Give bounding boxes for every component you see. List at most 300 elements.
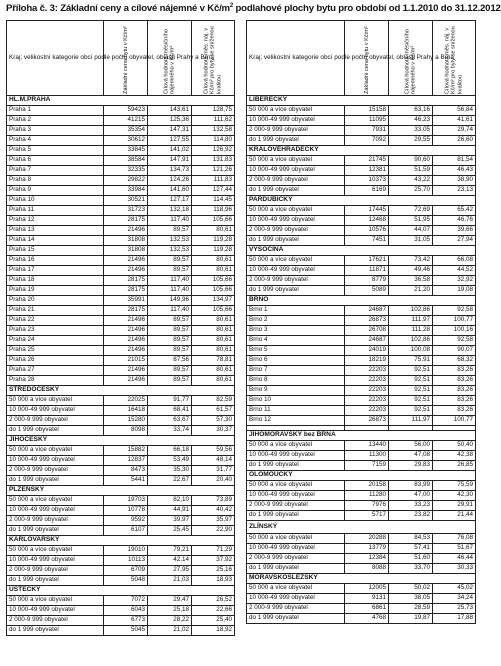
reduced-rent-cell: 17,88 — [433, 614, 476, 624]
row-label: 2 000-9 999 obyvatel — [247, 226, 345, 236]
reduced-rent-cell: 71,29 — [192, 546, 235, 556]
base-price-cell: 21496 — [104, 316, 148, 326]
base-price-cell: 8779 — [345, 276, 389, 286]
target-rent-cell: 35,30 — [148, 466, 192, 476]
table-row — [247, 216, 476, 226]
row-label: 10 000-49 999 obyvatel — [247, 544, 345, 554]
table-row — [247, 416, 476, 426]
table-row — [7, 476, 235, 486]
target-rent-cell: 132,53 — [148, 246, 192, 256]
reduced-rent-cell: 127,44 — [192, 186, 235, 196]
target-rent-cell: 141,60 — [148, 186, 192, 196]
reduced-rent-cell: 39,66 — [433, 226, 476, 236]
reduced-rent-cell: 38,90 — [433, 176, 476, 186]
table-row — [7, 416, 235, 426]
base-price-cell: 35354 — [104, 126, 148, 136]
table-row — [247, 306, 476, 316]
reduced-rent-cell: 80,61 — [192, 266, 235, 276]
table-row — [7, 196, 235, 206]
row-label: 2 000-9 999 obyvatel — [7, 466, 104, 476]
reduced-rent-cell: 105,66 — [192, 286, 235, 296]
base-price-cell: 22025 — [104, 396, 148, 406]
base-price-cell: 5441 — [104, 476, 148, 486]
row-label: Praha 14 — [7, 236, 104, 246]
row-label: Brno 6 — [247, 356, 345, 366]
table-row — [247, 256, 476, 266]
target-rent-cell: 57,41 — [389, 544, 433, 554]
table-row — [7, 286, 235, 296]
base-price-cell: 12384 — [345, 554, 389, 564]
target-rent-cell: 56,00 — [389, 441, 433, 451]
base-price-cell: 15158 — [345, 106, 389, 116]
reduced-rent-cell: 42,30 — [433, 491, 476, 501]
base-price-cell: 5717 — [345, 511, 389, 521]
target-rent-cell: 33,74 — [148, 426, 192, 436]
base-price-cell: 7451 — [345, 236, 389, 246]
reduced-rent-cell: 18,93 — [192, 576, 235, 586]
target-rent-cell: 89,57 — [148, 336, 192, 346]
target-rent-cell: 72,69 — [389, 206, 433, 216]
reduced-rent-cell: 78,81 — [192, 356, 235, 366]
target-rent-cell: 89,57 — [148, 346, 192, 356]
reduced-rent-cell: 20,40 — [192, 476, 235, 486]
reduced-rent-cell: 22,66 — [192, 606, 235, 616]
row-label: do 1 999 obyvatel — [247, 461, 345, 471]
table-row — [247, 376, 476, 386]
row-label: 2 000-9 999 obyvatel — [7, 516, 104, 526]
table-row — [247, 481, 476, 491]
row-label: 50 000 a více obyvatel — [7, 496, 104, 506]
base-price-cell: 20288 — [345, 534, 389, 544]
table-row — [7, 616, 235, 626]
base-price-cell: 29822 — [104, 176, 148, 186]
reduced-rent-cell: 51,67 — [433, 544, 476, 554]
row-label: Praha 6 — [7, 156, 104, 166]
reduced-rent-cell: 26,85 — [433, 461, 476, 471]
target-rent-cell: 22,67 — [148, 476, 192, 486]
section-row — [247, 521, 476, 534]
section-row — [247, 574, 476, 584]
base-price-cell: 10113 — [104, 556, 148, 566]
table-row — [7, 276, 235, 286]
reduced-rent-cell: 44,52 — [433, 266, 476, 276]
table-row — [7, 356, 235, 366]
base-price-cell: 6861 — [345, 604, 389, 614]
base-price-cell: 22203 — [345, 396, 389, 406]
row-label: 2 000-9 999 obyvatel — [247, 276, 345, 286]
base-price-cell: 22203 — [345, 406, 389, 416]
row-label: 50 000 a více obyvatel — [7, 446, 104, 456]
table-row — [247, 266, 476, 276]
reduced-rent-cell: 118,96 — [192, 206, 235, 216]
reduced-rent-cell: 31,77 — [192, 466, 235, 476]
table-row — [7, 226, 235, 236]
table-row — [7, 346, 235, 356]
reduced-rent-cell: 83,26 — [433, 366, 476, 376]
base-price-cell: 7092 — [345, 136, 389, 146]
base-price-cell: 7072 — [104, 596, 148, 606]
reduced-rent-cell: 30,33 — [433, 564, 476, 574]
base-price-cell: 59423 — [104, 106, 148, 116]
section-title: PARDUBICKÝ — [247, 196, 476, 206]
table-row — [247, 396, 476, 406]
row-label: do 1 999 obyvatel — [7, 576, 104, 586]
section-row — [247, 471, 476, 481]
row-label: 50 000 a více obyvatel — [247, 156, 345, 166]
target-rent-cell: 100,08 — [389, 346, 433, 356]
table-row — [7, 446, 235, 456]
reduced-rent-cell: 48,14 — [192, 456, 235, 466]
row-label: 50 000 a více obyvatel — [247, 481, 345, 491]
base-price-cell: 6773 — [104, 616, 148, 626]
base-price-cell: 30612 — [104, 136, 148, 146]
target-rent-cell: 132,18 — [148, 206, 192, 216]
base-price-cell: 13779 — [345, 544, 389, 554]
section-title: JIHOČESKÝ — [7, 436, 235, 446]
row-label: Praha 12 — [7, 216, 104, 226]
base-price-cell: 21496 — [104, 336, 148, 346]
section-title: ZLÍNSKÝ — [247, 521, 476, 534]
reduced-rent-cell: 80,61 — [192, 226, 235, 236]
target-rent-cell: 82,10 — [148, 496, 192, 506]
reduced-rent-cell: 61,57 — [192, 406, 235, 416]
reduced-rent-cell: 25,40 — [192, 616, 235, 626]
row-label: Brno 8 — [247, 376, 345, 386]
table-row — [247, 534, 476, 544]
header-target-rent-reduced-text: Cílová hodnota měs. náj. v Kč/m² pro byty se sníženou kvalitou — [203, 26, 223, 94]
base-price-cell: 6107 — [104, 526, 148, 536]
header-target-rent-text: Cílová hodnota měsíčního nájemného v Kč/m² — [163, 29, 176, 94]
section-title: KRÁLOVÉHRADECKÝ — [247, 146, 476, 156]
section-title: JIHOMORAVSKÝ bez BRNA — [247, 431, 476, 441]
target-rent-cell: 127,17 — [148, 196, 192, 206]
row-label: Praha 26 — [7, 356, 104, 366]
row-label: 10 000-49 999 obyvatel — [247, 166, 345, 176]
reduced-rent-cell: 92,58 — [433, 336, 476, 346]
reduced-rent-cell: 111,62 — [192, 116, 235, 126]
table-row — [7, 526, 235, 536]
table-row — [247, 156, 476, 166]
base-price-cell: 31723 — [104, 206, 148, 216]
row-label: do 1 999 obyvatel — [7, 476, 104, 486]
target-rent-cell: 89,57 — [148, 316, 192, 326]
target-rent-cell: 36,58 — [389, 276, 433, 286]
title-suffix: podlahové plochy bytu pro období od 1.1.2010 do 31.12.2012 — [233, 3, 501, 15]
target-rent-cell: 89,57 — [148, 256, 192, 266]
table-row — [247, 491, 476, 501]
row-label: 10 000-49 999 obyvatel — [247, 594, 345, 604]
row-label: 10 000-49 999 obyvatel — [247, 216, 345, 226]
reduced-rent-cell: 37,92 — [192, 556, 235, 566]
base-price-cell: 11280 — [345, 491, 389, 501]
base-price-cell: 21015 — [104, 356, 148, 366]
target-rent-cell: 89,57 — [148, 326, 192, 336]
row-label: 50 000 a více obyvatel — [247, 106, 345, 116]
reduced-rent-cell: 114,45 — [192, 196, 235, 206]
base-price-cell: 15280 — [104, 416, 148, 426]
reduced-rent-cell: 119,28 — [192, 246, 235, 256]
header-target-rent-reduced-right — [433, 21, 476, 96]
row-label: do 1 999 obyvatel — [247, 511, 345, 521]
base-price-cell: 24019 — [345, 346, 389, 356]
row-label: 50 000 a více obyvatel — [247, 256, 345, 266]
row-label: 50 000 a více obyvatel — [247, 206, 345, 216]
reduced-rent-cell: 80,61 — [192, 366, 235, 376]
target-rent-cell: 63,16 — [389, 106, 433, 116]
base-price-cell: 18219 — [345, 356, 389, 366]
table-row — [7, 596, 235, 606]
row-label: Praha 9 — [7, 186, 104, 196]
reduced-rent-cell: 121,26 — [192, 166, 235, 176]
target-rent-cell: 89,57 — [148, 376, 192, 386]
title-prefix: Příloha č. 3: Základní ceny a cílové nájemné v Kč/m — [6, 3, 230, 15]
row-label: Praha 11 — [7, 206, 104, 216]
row-label: 50 000 a více obyvatel — [247, 534, 345, 544]
target-rent-cell: 92,51 — [389, 376, 433, 386]
base-price-cell: 21496 — [104, 326, 148, 336]
base-price-cell: 32335 — [104, 166, 148, 176]
base-price-cell: 38584 — [104, 156, 148, 166]
row-label: Praha 28 — [7, 376, 104, 386]
table-row — [7, 426, 235, 436]
row-label: Praha 5 — [7, 146, 104, 156]
reduced-rent-cell: 34,24 — [433, 594, 476, 604]
row-label: 50 000 a více obyvatel — [7, 396, 104, 406]
section-row — [7, 536, 235, 546]
base-price-cell: 21496 — [104, 266, 148, 276]
row-label: Praha 27 — [7, 366, 104, 376]
base-price-cell: 31808 — [104, 236, 148, 246]
target-rent-cell: 90,60 — [389, 156, 433, 166]
reduced-rent-cell: 81,54 — [433, 156, 476, 166]
table-row — [7, 466, 235, 476]
table-row — [7, 176, 235, 186]
section-title: ÚSTECKÝ — [7, 586, 235, 596]
row-label: Praha 10 — [7, 196, 104, 206]
reduced-rent-cell: 83,26 — [433, 376, 476, 386]
reduced-rent-cell: 50,40 — [433, 441, 476, 451]
target-rent-cell: 117,40 — [148, 306, 192, 316]
row-label: 10 000-49 999 obyvatel — [7, 556, 104, 566]
section-row — [247, 431, 476, 441]
target-rent-cell: 21,02 — [148, 626, 192, 636]
target-rent-cell: 117,40 — [148, 276, 192, 286]
base-price-cell: 21496 — [104, 376, 148, 386]
row-label: do 1 999 obyvatel — [7, 526, 104, 536]
row-label: 50 000 a více obyvatel — [7, 546, 104, 556]
reduced-rent-cell: 42,38 — [433, 451, 476, 461]
base-price-cell: 8473 — [104, 466, 148, 476]
target-rent-cell: 21,03 — [148, 576, 192, 586]
base-price-cell: 7931 — [345, 126, 389, 136]
row-label: Praha 8 — [7, 176, 104, 186]
base-price-cell: 30521 — [104, 196, 148, 206]
reduced-rent-cell: 46,43 — [433, 166, 476, 176]
reduced-rent-cell: 126,92 — [192, 146, 235, 156]
table-row — [247, 584, 476, 594]
row-label: do 1 999 obyvatel — [7, 426, 104, 436]
target-rent-cell: 134,73 — [148, 166, 192, 176]
target-rent-cell: 89,57 — [148, 226, 192, 236]
reduced-rent-cell: 90,07 — [433, 346, 476, 356]
reduced-rent-cell: 80,61 — [192, 376, 235, 386]
target-rent-cell: 75,91 — [389, 356, 433, 366]
table-row — [7, 336, 235, 346]
base-price-cell: 35991 — [104, 296, 148, 306]
target-rent-cell: 25,70 — [389, 186, 433, 196]
target-rent-cell: 19,87 — [389, 614, 433, 624]
row-label: do 1 999 obyvatel — [247, 136, 345, 146]
table-row — [7, 516, 235, 526]
table-row — [7, 576, 235, 586]
left-table — [6, 20, 235, 636]
base-price-cell: 20158 — [345, 481, 389, 491]
section-row — [7, 436, 235, 446]
section-title: LIBERECKÝ — [247, 96, 476, 106]
base-price-cell: 5048 — [104, 576, 148, 586]
table-row — [7, 206, 235, 216]
row-label: Praha 16 — [7, 256, 104, 266]
base-price-cell: 10778 — [104, 506, 148, 516]
reduced-rent-cell: 25,73 — [433, 604, 476, 614]
table-row — [247, 106, 476, 116]
target-rent-cell: 92,51 — [389, 386, 433, 396]
table-row — [247, 226, 476, 236]
target-rent-cell: 79,21 — [148, 546, 192, 556]
table-row — [7, 546, 235, 556]
row-label: Brno 5 — [247, 346, 345, 356]
reduced-rent-cell: 75,59 — [433, 481, 476, 491]
row-label: Brno 4 — [247, 336, 345, 346]
row-label: 10 000-49 999 obyvatel — [7, 406, 104, 416]
reduced-rent-cell: 100,16 — [433, 326, 476, 336]
target-rent-cell: 102,86 — [389, 336, 433, 346]
target-rent-cell: 91,77 — [148, 396, 192, 406]
table-row — [247, 286, 476, 296]
base-price-cell: 7976 — [345, 501, 389, 511]
section-title: HL.M.PRAHA — [7, 96, 235, 106]
row-label: Brno 10 — [247, 396, 345, 406]
table-row — [7, 566, 235, 576]
reduced-rent-cell: 131,83 — [192, 156, 235, 166]
target-rent-cell: 132,53 — [148, 236, 192, 246]
row-label: Praha 23 — [7, 326, 104, 336]
base-price-cell: 21496 — [104, 226, 148, 236]
target-rent-cell: 21,20 — [389, 286, 433, 296]
target-rent-cell: 102,86 — [389, 306, 433, 316]
table-row — [247, 126, 476, 136]
table-row — [247, 461, 476, 471]
reduced-rent-cell: 22,90 — [192, 526, 235, 536]
table-row — [7, 496, 235, 506]
target-rent-cell: 44,07 — [389, 226, 433, 236]
table-row — [247, 554, 476, 564]
target-rent-cell: 147,31 — [148, 126, 192, 136]
row-label: Praha 22 — [7, 316, 104, 326]
table-row — [7, 626, 235, 636]
target-rent-cell: 149,96 — [148, 296, 192, 306]
table-row — [7, 116, 235, 126]
reduced-rent-cell: 56,84 — [433, 106, 476, 116]
row-label: 2 000-9 999 obyvatel — [247, 501, 345, 511]
target-rent-cell: 23,82 — [389, 511, 433, 521]
row-label: do 1 999 obyvatel — [247, 236, 345, 246]
base-price-cell: 7159 — [345, 461, 389, 471]
section-row — [247, 296, 476, 306]
row-label: 2 000-9 999 obyvatel — [247, 126, 345, 136]
table-row — [247, 386, 476, 396]
target-rent-cell: 68,41 — [148, 406, 192, 416]
reduced-rent-cell: 35,97 — [192, 516, 235, 526]
base-price-cell: 13440 — [345, 441, 389, 451]
target-rent-cell: 28,22 — [148, 616, 192, 626]
header-base-price — [104, 21, 148, 96]
header-target-rent-right — [389, 21, 433, 96]
table-row — [7, 396, 235, 406]
reduced-rent-cell: 41,61 — [433, 116, 476, 126]
row-label: Praha 7 — [7, 166, 104, 176]
reduced-rent-cell: 59,56 — [192, 446, 235, 456]
reduced-rent-cell: 25,16 — [192, 566, 235, 576]
header-base-price-text: Základní cena bytu v Kč/m² — [122, 26, 129, 94]
base-price-cell: 33984 — [104, 186, 148, 196]
table-row — [247, 166, 476, 176]
table-row — [247, 564, 476, 574]
row-label: Praha 18 — [7, 276, 104, 286]
target-rent-cell: 143,61 — [148, 106, 192, 116]
table-row — [247, 136, 476, 146]
title-sup: 2 — [229, 3, 234, 9]
row-label: 2 000-9 999 obyvatel — [247, 176, 345, 186]
base-price-cell: 6709 — [104, 566, 148, 576]
table-row — [7, 126, 235, 136]
section-row — [247, 146, 476, 156]
table-row — [247, 116, 476, 126]
target-rent-cell: 38,05 — [389, 594, 433, 604]
table-row — [7, 406, 235, 416]
target-rent-cell: 117,40 — [148, 286, 192, 296]
reduced-rent-cell: 65,42 — [433, 206, 476, 216]
table-row — [7, 456, 235, 466]
section-title: VYSOČINA — [247, 246, 476, 256]
target-rent-cell: 124,26 — [148, 176, 192, 186]
base-price-cell: 24687 — [345, 336, 389, 346]
target-rent-cell: 29,83 — [389, 461, 433, 471]
base-price-cell: 10576 — [345, 226, 389, 236]
table-row — [7, 246, 235, 256]
target-rent-cell: 29,47 — [148, 596, 192, 606]
table-row — [247, 366, 476, 376]
reduced-rent-cell: 68,32 — [433, 356, 476, 366]
table-row — [247, 206, 476, 216]
table-row — [7, 316, 235, 326]
base-price-cell: 19010 — [104, 546, 148, 556]
header-name-right: Kraj; velikostní kategorie obcí podle počtu obyvatel, oblasti Prahy a Brna — [247, 21, 345, 96]
base-price-cell: 11871 — [345, 266, 389, 276]
target-rent-cell: 33,05 — [389, 126, 433, 136]
row-label: 50 000 a více obyvatel — [7, 596, 104, 606]
base-price-cell: 10373 — [345, 176, 389, 186]
reduced-rent-cell: 134,97 — [192, 296, 235, 306]
reduced-rent-cell: 119,28 — [192, 236, 235, 246]
reduced-rent-cell: 57,30 — [192, 416, 235, 426]
row-label: do 1 999 obyvatel — [7, 626, 104, 636]
base-price-cell: 28175 — [104, 286, 148, 296]
reduced-rent-cell: 105,66 — [192, 216, 235, 226]
row-label: Praha 1 — [7, 106, 104, 116]
row-label: Brno 9 — [247, 386, 345, 396]
row-label: 10 000-49 999 obyvatel — [247, 116, 345, 126]
